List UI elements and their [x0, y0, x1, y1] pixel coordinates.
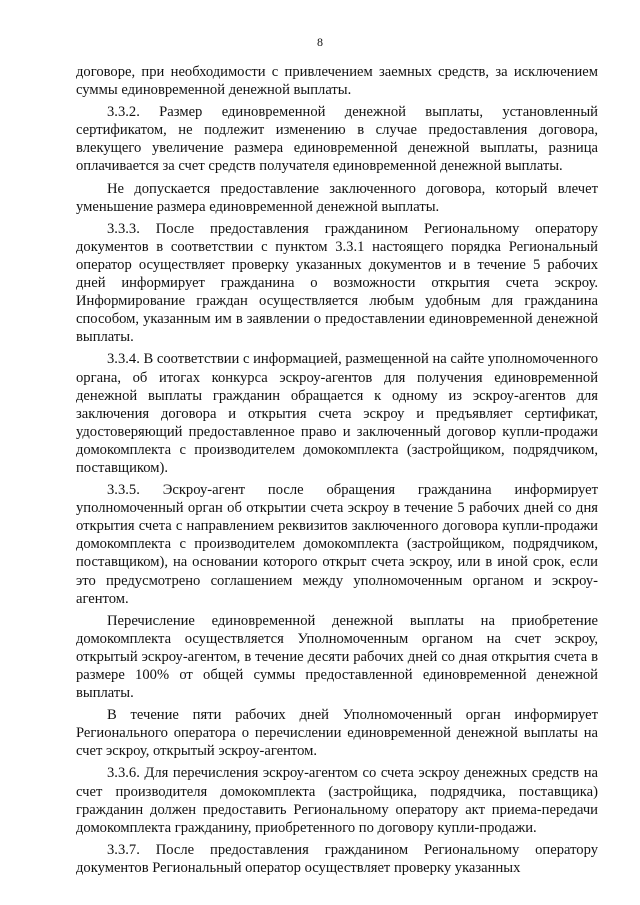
paragraph: 3.3.3. После предоставления гражданином Региональному оператору документов в соответствии с пунктом 3.3.1 настоящего порядка Региональный оператор осуществляет проверку указанных документов и в течение 5 рабочих дней информирует гражданина о возможности открытия счета эскроу. Информирование граждан осуществляется любым удобным для гражданина способом, указанным им в заявлении о предоставлении единовременной денежной выплаты. [76, 220, 598, 346]
paragraph: 3.3.5. Эскроу-агент после обращения гражданина информирует уполномоченный орган об открытии счета эскроу в течение 5 рабочих дней со дня открытия счета с направлением реквизитов заключенного договора купли-продажи домокомплекта с производителем домокомплекта (застройщиком, подрядчиком, поставщиком), на основании которого открыт счета эскроу, или в иной срок, если это предусмотрено соглашением между уполномоченным органом и эскроу-агентом. [76, 482, 598, 607]
paragraph: договоре, при необходимости с привлечением заемных средств, за исключением суммы единовременной денежной выплаты. [76, 64, 598, 99]
paragraph: Не допускается предоставление заключенного договора, который влечет уменьшение размера единовременной денежной выплаты. [76, 180, 598, 215]
paragraph: 3.3.4. В соответствии с информацией, размещенной на сайте уполномоченного органа, об итогах конкурса эскроу-агентов для получения единовременной денежной выплаты гражданин обращается к одному из эскроу-агентов для заключения договора и открытия счета эскроу и предъявляет сертификат, удостоверяющий предоставленное право и заключенный договор купли-продажи домокомплекта с производителем домокомплекта (застройщиком, подрядчиком, поставщиком). [76, 351, 599, 476]
document-body [76, 63, 598, 877]
page-number: 8 [317, 35, 323, 49]
paragraph: Перечисление единовременной денежной выплаты на приобретение домокомплекта осуществляется Уполномоченным органом на счет эскроу, открытый эскроу-агентом, в течение десяти рабочих дней со дная открытия счета в размере 100% от общей суммы предоставленной единовременной денежной выплаты. [76, 612, 598, 702]
paragraph: В течение пяти рабочих дней Уполномоченный орган информирует Регионального оператора о перечислении единовременной денежной выплаты на счет эскроу, открытый эскроу-агентом. [76, 707, 598, 760]
paragraph: 3.3.2. Размер единовременной денежной выплаты, установленный сертификатом, не подлежит изменению в случае предоставления договора, влекущего увеличение размера единовременной денежной выплаты, разница оплачивается за счет средств получателя единовременной денежной выплаты. [76, 104, 598, 175]
paragraph: 3.3.7. После предоставления гражданином Региональному оператору документов Региональный оператор осуществляет проверку указанных [76, 841, 598, 876]
paragraph: 3.3.6. Для перечисления эскроу-агентом со счета эскроу денежных средств на счет производителя домокомплекта (застройщика, подрядчика, поставщика) гражданин должен предоставить Региональному оператору акт приема-передачи домокомплекта гражданину, приобретенного по договору купли-продажи. [76, 765, 598, 836]
